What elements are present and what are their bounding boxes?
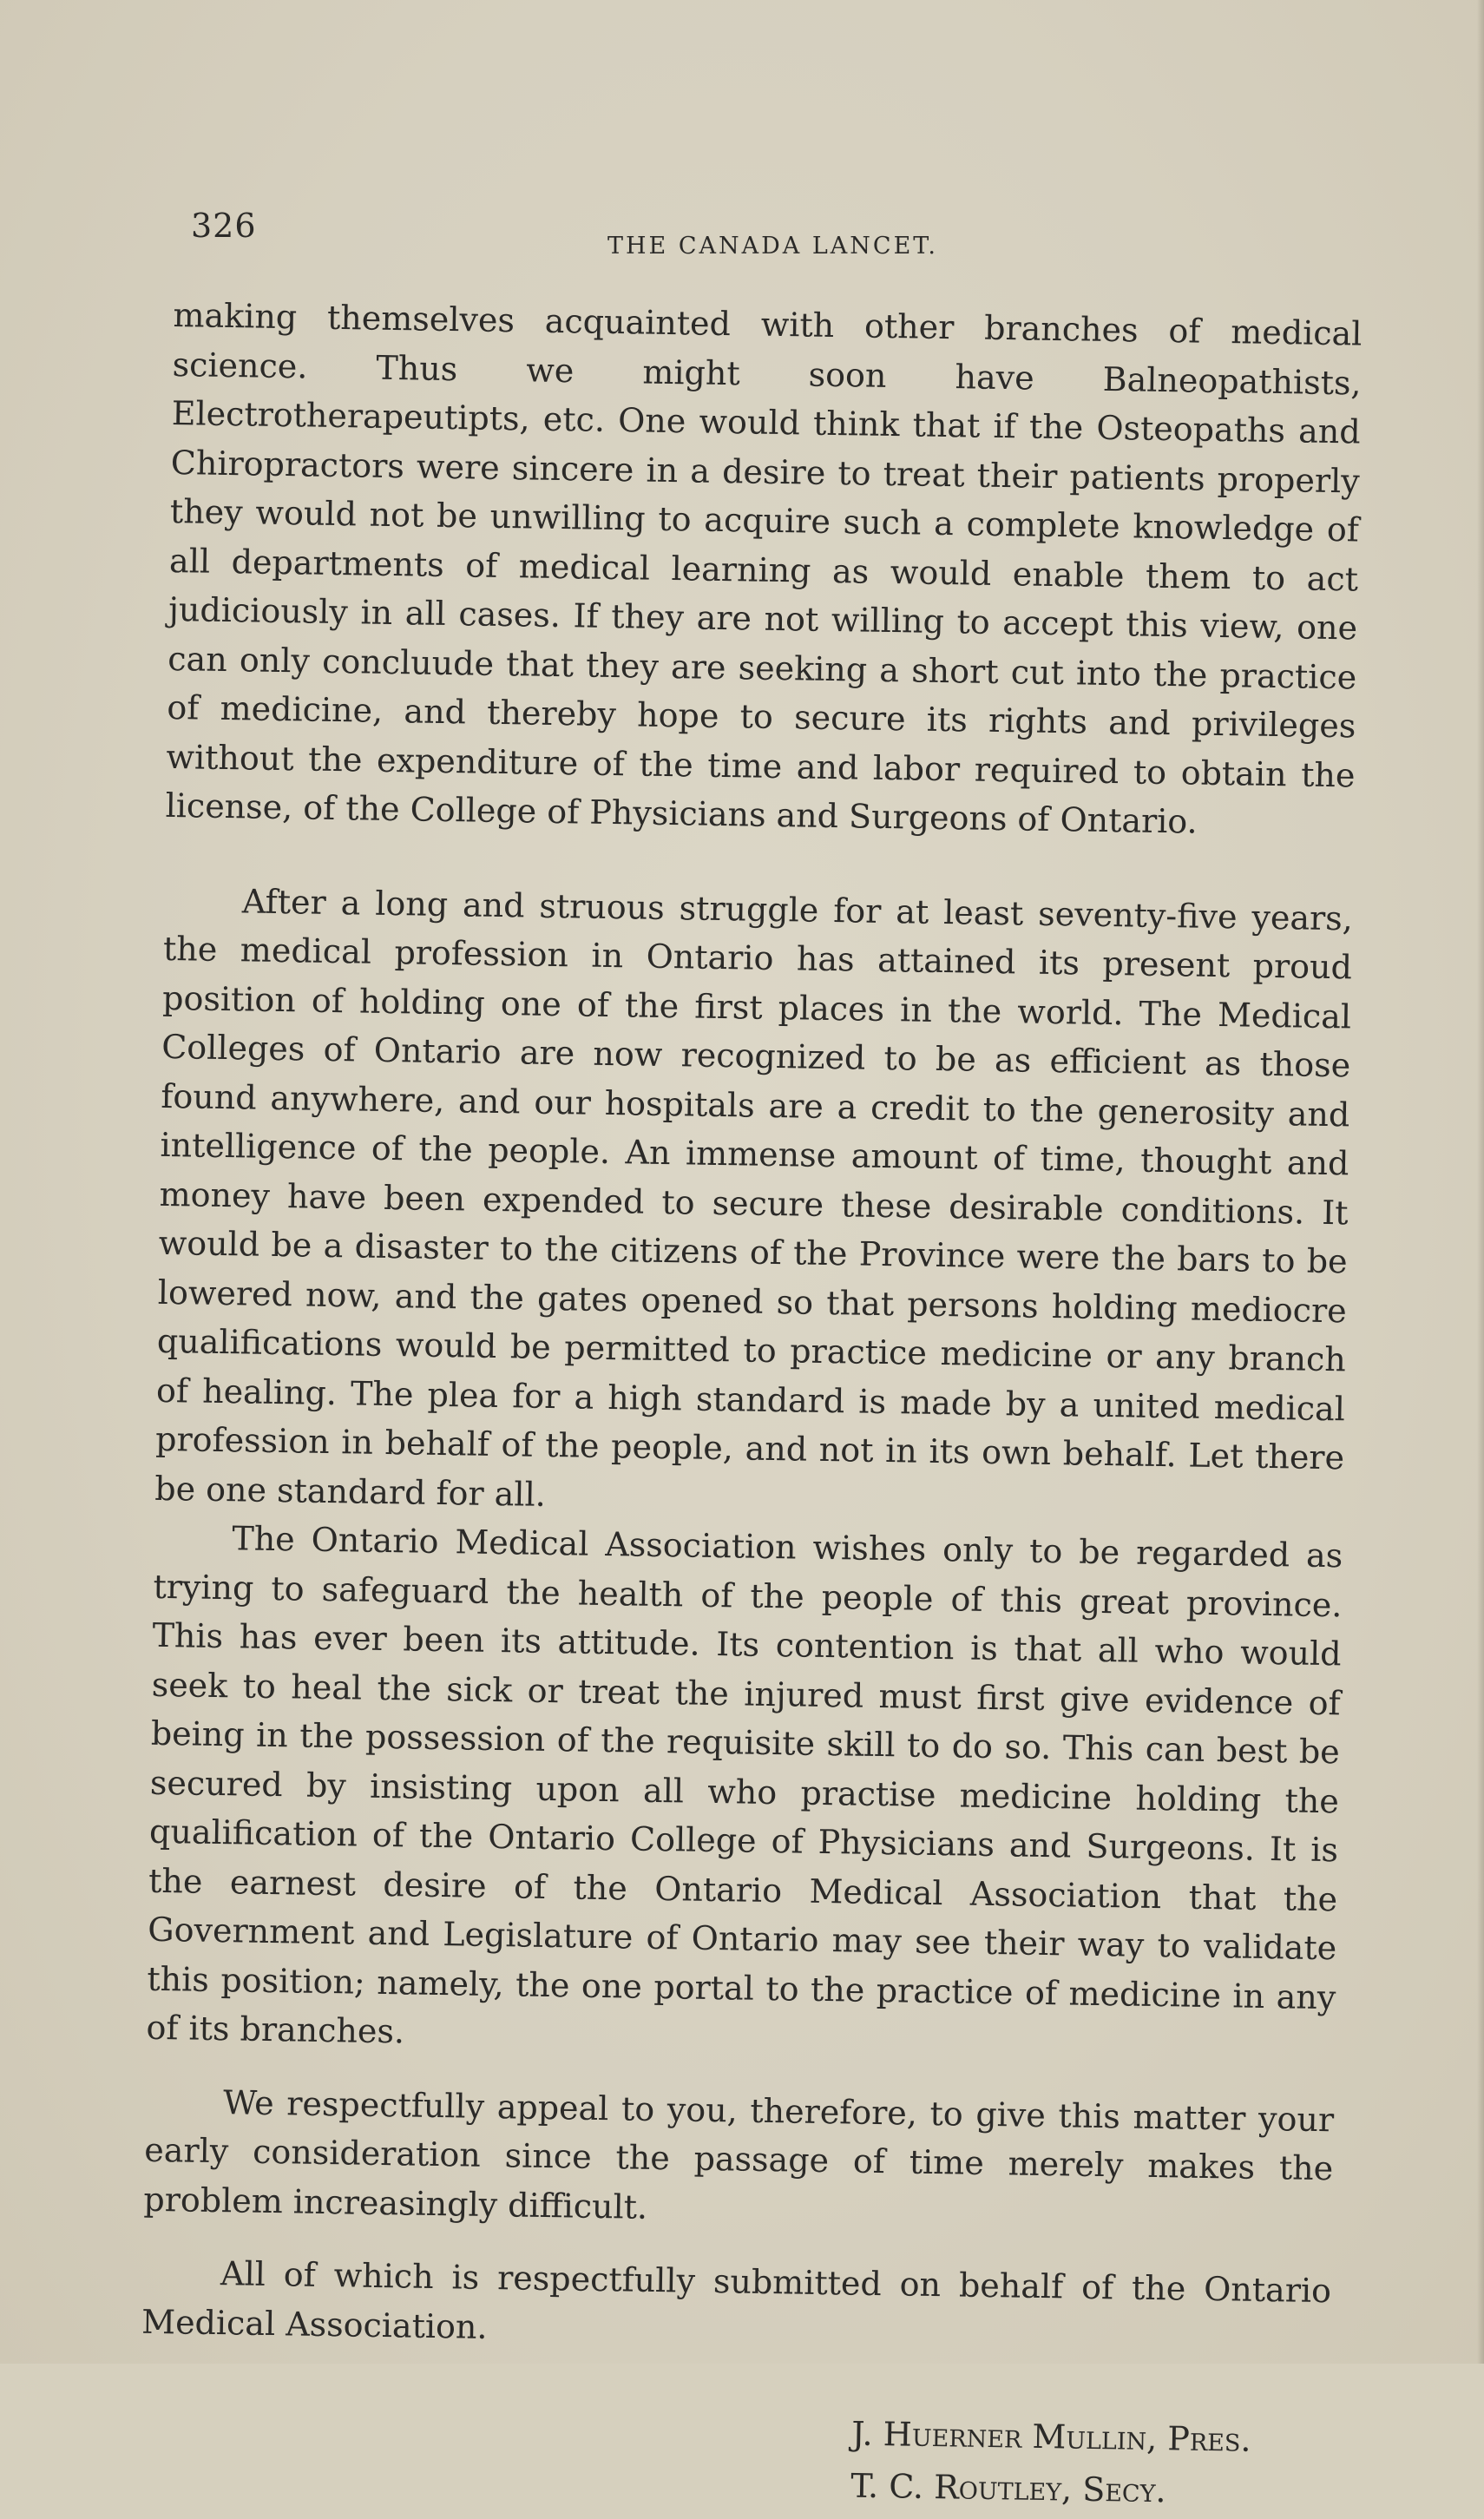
signature-president: J. Huerner Mullin, Pres. (850, 2414, 1251, 2459)
page-number: 326 (191, 207, 257, 245)
paragraph: All of which is respectfully submitted on behalf of the Ontario Medical Association. (141, 2254, 1332, 2346)
paragraph: We respectfully appeal to you, therefore, to give this matter your early consideration since the passage of time merely makes the problem increasingly difficult. (143, 2082, 1335, 2226)
paragraph: After a long and struous struggle for at least seventy-five years, the medical profession in Ontario has attained its present proud position of holding one of the first places in the world. The Medical Colleges of Ontario are now recognized to be as efficient as those found anywhere, and our hospitals are a credit to the generosity and intelligence of the people. An immense amount of time, thought and money have been expended to secure these desirable conditions. It would be a disaster to the citizens of the Province were the bars to be lowered now, and the gates opened so that persons holding mediocre qualifications would be permitted to practice medicine or any branch of healing. The plea for a high standard is made by a united medical profession in behalf of the people, and not in its own behalf. Let there be one standard for all. (154, 881, 1354, 1514)
paragraph: The Ontario Medical Association wishes only to be regarded as trying to safeguard the health of the people of this great province. This has ever been its attitude. Its contention is that all who would seek to heal the sick or treat the injured must first give evidence of being in the possession of the requisite skill to do so. This can best be secured by insisting upon all who practise medicine holding the qualification of the Ontario College of Physicians and Surgeons. It is the earnest desire of the Ontario Medical Association that the Government and Legislature of Ontario may see their way to validate this position; namely, the one portal to the practice of medicine in any of its branches. (146, 1519, 1343, 2051)
signature-block (139, 2397, 1330, 2519)
paragraph: making themselves acquainted with other branches of medical science. Thus we might soon have Balneopathists, Electrotherapeutipts, etc. One would think that if the Osteopaths and Chiropractors were sincere in a desire to treat their patients properly they would not be unwilling to acquire such a complete knowledge of all departments of medical learning as would enable them to act judiciously in all cases. If they are not willing to accept this view, one can only concluude that they are seeking a short cut into the practice of medicine, and thereby hope to secure its rights and privileges without the expenditure of the time and labor required to obtain the license, of the College of Physicians and Surgeons of Ontario. (165, 295, 1363, 841)
page-edge-shadow (1477, 0, 1484, 2364)
running-title: THE CANADA LANCET. (607, 233, 938, 260)
body-text (139, 291, 1363, 2519)
signature-secretary: T. C. Routley, Secy. (850, 2466, 1166, 2510)
